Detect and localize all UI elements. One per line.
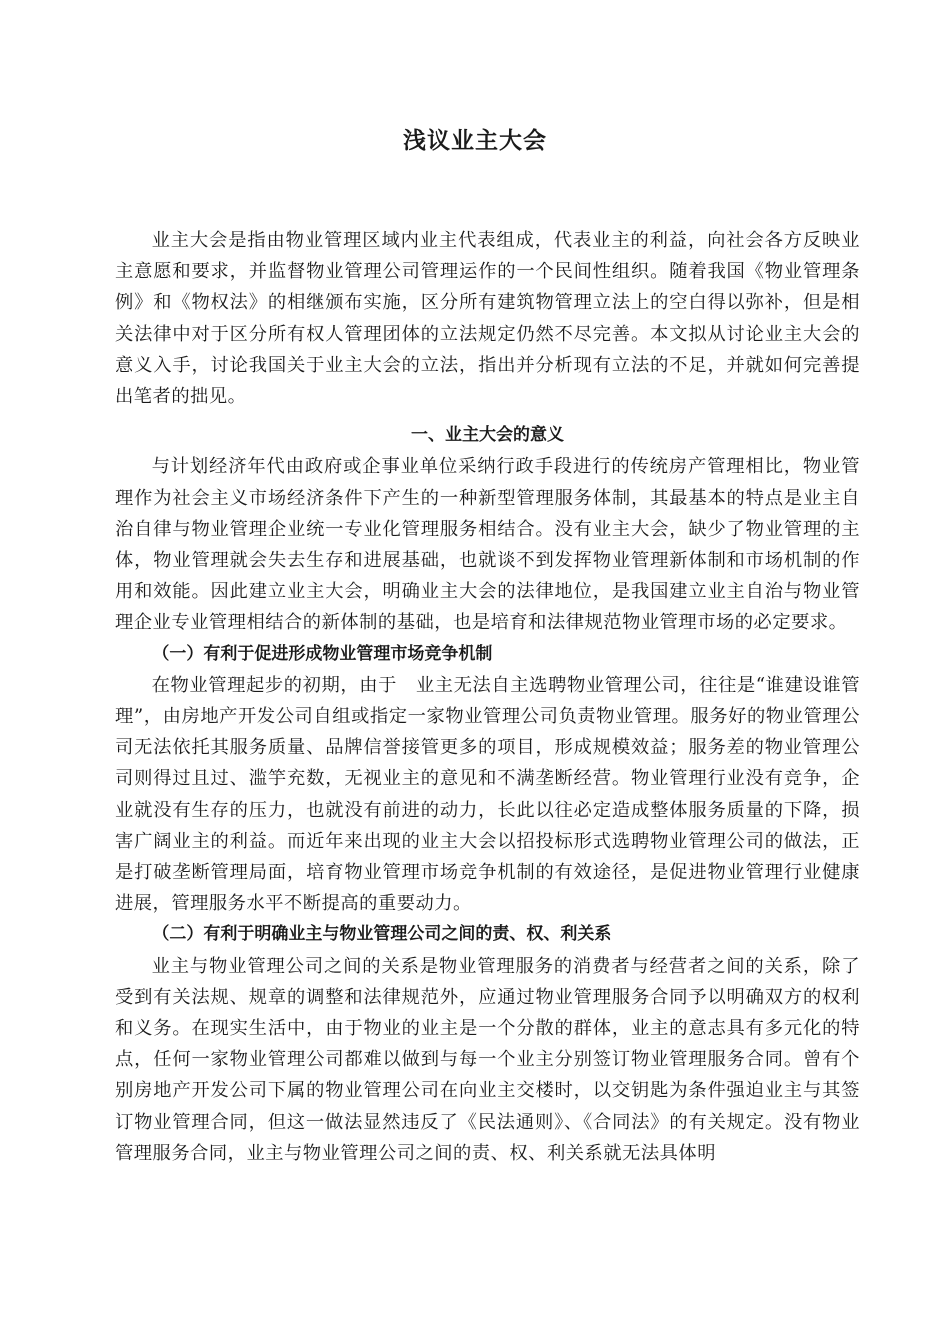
- intro-paragraph: 业主大会是指由物业管理区域内业主代表组成，代表业主的利益，向社会各方反映业主意愿和要求，并监督物业管理公司管理运作的一个民间性组织。随着我国《物业管理条例》和《物权法》的相继颁布实施，区分所有建筑物管理立法上的空白得以弥补，但是相关法律中对于区分所有权人管理团体的立法规定仍然不尽完善。本文拟从讨论业主大会的意义入手，讨论我国关于业主大会的立法，指出并分析现有立法的不足，并就如何完善提出笔者的拙见。: [115, 230, 860, 408]
- sub2-paragraph: 业主与物业管理公司之间的关系是物业管理服务的消费者与经营者之间的关系，除了受到有关法规、规章的调整和法律规范外，应通过物业管理服务合同予以明确双方的权利和义务。在现实生活中，由于物业的业主是一个分散的群体，业主的意志具有多元化的特点，任何一家物业管理公司都难以做到与每一个业主分别签订物业管理服务合同。曾有个别房地产开发公司下属的物业管理公司在向业主交楼时，以交钥匙为条件强迫业主与其签订物业管理合同，但这一做法显然违反了《民法通则》、《合同法》的有关规定。没有物业管理服务合同，业主与物业管理公司之间的责、权、利关系就无法具体明: [115, 955, 860, 1164]
- document-body: [115, 225, 860, 1169]
- subsection-heading-1: （一）有利于促进形成物业管理市场竞争机制: [152, 643, 493, 664]
- sub1-paragraph: 在物业管理起步的初期，由于 业主无法自主选聘物业管理公司，往往是“谁建设谁管理”，由房地产开发公司自组或指定一家物业管理公司负责物业管理。服务好的物业管理公司无法依托其服务质量、品牌信誉接管更多的项目，形成规模效益；服务差的物业管理公司则得过且过、滥竽充数，无视业主的意见和不满垄断经营。物业管理行业没有竞争，企业就没有生存的压力，也就没有前进的动力，长此以往必定造成整体服务质量的下降，损害广阔业主的利益。而近年来出现的业主大会以招投标形式选聘物业管理公司的做法，正是打破垄断管理局面，培育物业管理市场竞争机制的有效途径，是促进物业管理行业健康进展，管理服务水平不断提高的重要动力。: [115, 674, 860, 915]
- subsection-heading-2: （二）有利于明确业主与物业管理公司之间的责、权、利关系: [152, 924, 612, 945]
- section-heading-1: 一、业主大会的意义: [411, 425, 564, 446]
- document-title: 浅议业主大会: [403, 128, 547, 154]
- section1-paragraph: 与计划经济年代由政府或企事业单位采纳行政手段进行的传统房产管理相比，物业管理作为社会主义市场经济条件下产生的一种新型管理服务体制，其最基本的特点是业主自治自律与物业管理企业统一专业化管理服务相结合。没有业主大会，缺少了物业管理的主体，物业管理就会失去生存和进展基础，也就谈不到发挥物业管理新体制和市场机制的作用和效能。因此建立业主大会，明确业主大会的法律地位，是我国建立业主自治与物业管理企业专业管理相结合的新体制的基础，也是培育和法律规范物业管理市场的必定要求。: [115, 456, 860, 634]
